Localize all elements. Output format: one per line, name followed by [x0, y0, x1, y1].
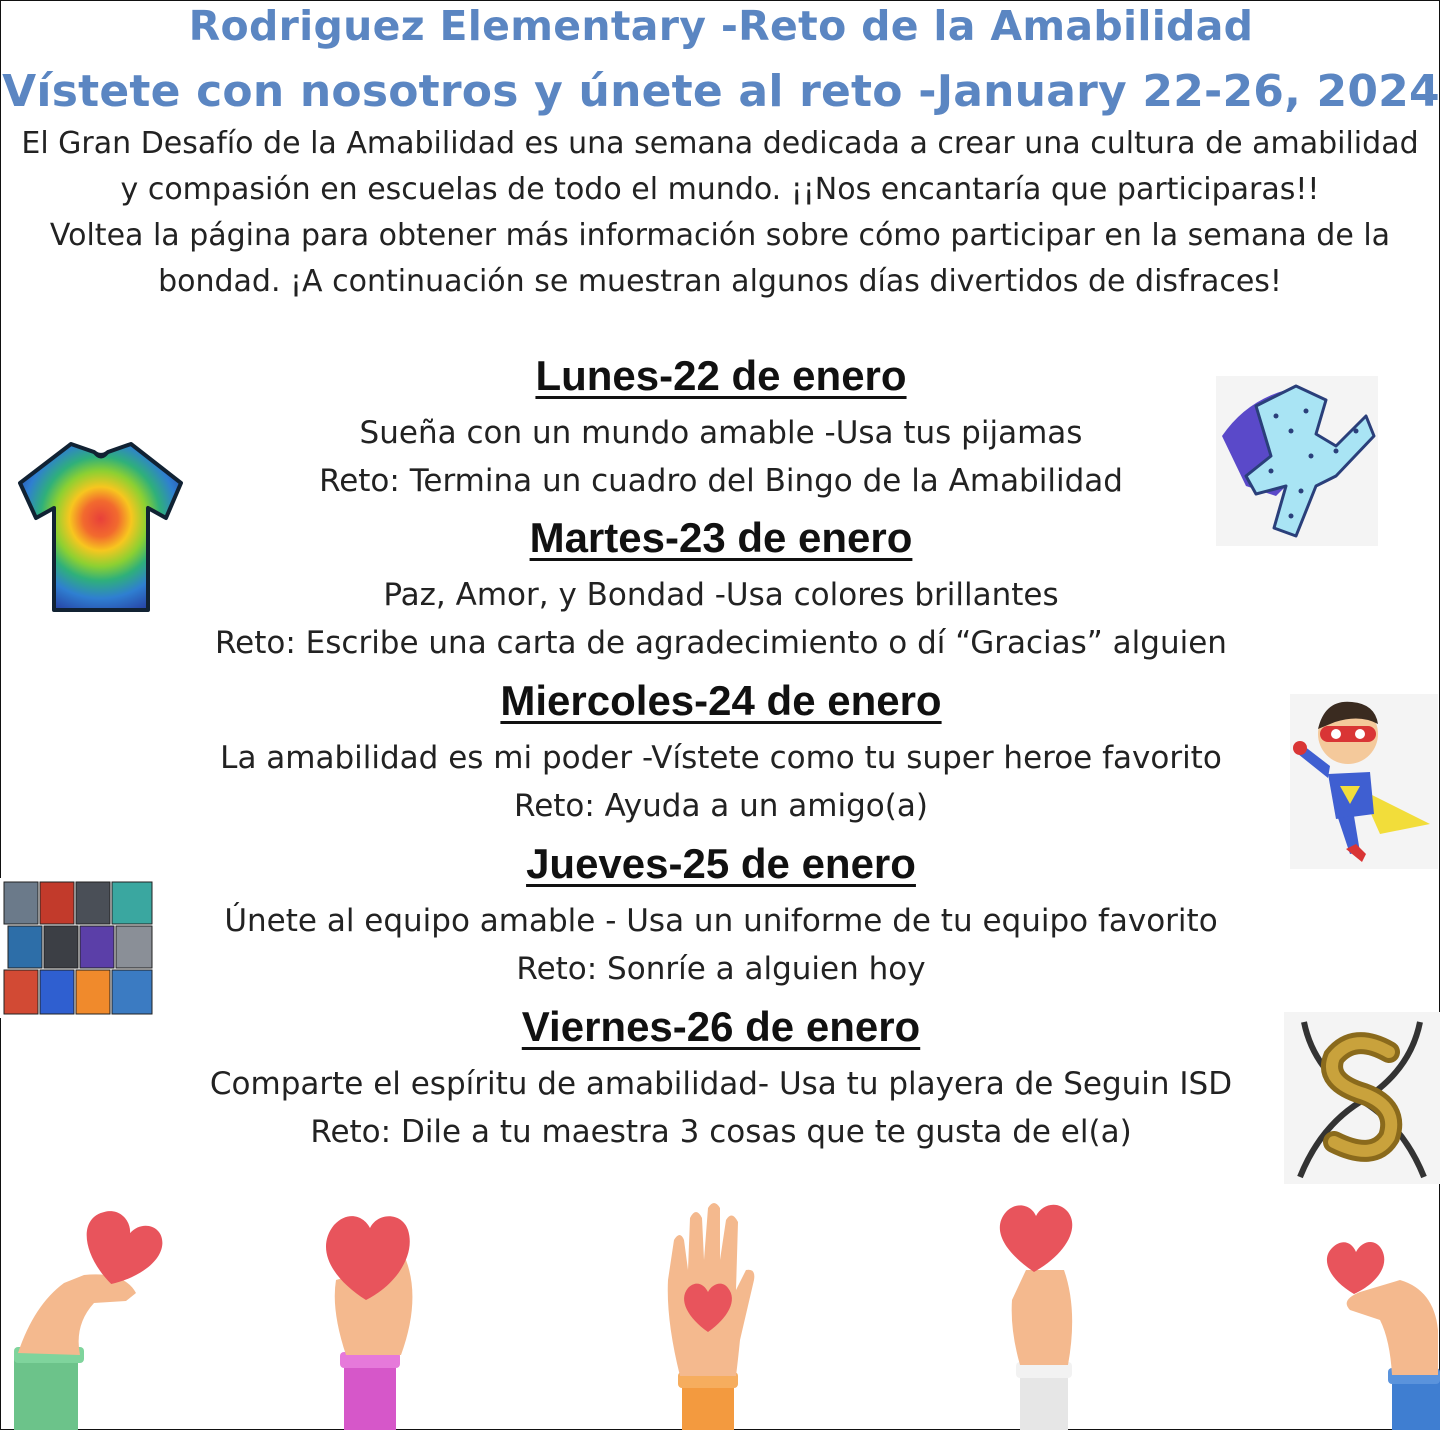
day-theme: Únete al equipo amable - Usa un uniforme de tu equipo favorito — [224, 903, 1218, 939]
superhero-icon — [1290, 694, 1438, 869]
day-wednesday — [0, 677, 1442, 830]
intro-paragraph-1: El Gran Desafío de la Amabilidad es una semana dedicada a crear una cultura de amabilidad y compasión en escuelas de todo el mundo. ¡¡Nos encantaría que participaras!! — [21, 126, 1419, 207]
day-title: Miercoles-24 de enero — [500, 677, 942, 724]
day-challenge: Reto: Sonríe a alguien hoy — [516, 951, 926, 987]
day-challenge: Reto: Termina un cuadro del Bingo de la Amabilidad — [319, 463, 1123, 499]
day-challenge: Reto: Dile a tu maestra 3 cosas que te gusta de el(a) — [310, 1114, 1132, 1150]
day-title: Jueves-25 de enero — [526, 840, 916, 887]
intro-text — [20, 121, 1420, 305]
intro-paragraph-2: Voltea la página para obtener más información sobre cómo participar en la semana de la bondad. ¡A continuación se muestran algunos días divertidos de disfraces! — [49, 218, 1391, 299]
hand-heart-icon — [14, 1205, 164, 1430]
day-theme: Sueña con un mundo amable -Usa tus pijamas — [359, 415, 1083, 451]
day-title: Lunes-22 de enero — [535, 352, 907, 399]
day-friday — [0, 1003, 1442, 1156]
page-subtitle: Vístete con nosotros y únete al reto -January 22-26, 2024 — [2, 66, 1440, 117]
seguin-s-logo-icon — [1284, 1012, 1440, 1184]
pajamas-icon — [1216, 376, 1378, 546]
jerseys-icon — [0, 878, 160, 1018]
day-challenge: Reto: Ayuda a un amigo(a) — [514, 788, 928, 824]
day-title: Viernes-26 de enero — [521, 1003, 921, 1050]
day-theme: Comparte el espíritu de amabilidad- Usa tu playera de Seguin ISD — [209, 1066, 1233, 1102]
hand-heart-icon — [660, 1200, 760, 1430]
day-theme: Paz, Amor, y Bondad -Usa colores brillantes — [383, 577, 1059, 613]
day-theme: La amabilidad es mi poder -Vístete como tu super heroe favorito — [220, 740, 1222, 776]
page-title: Rodriguez Elementary -Reto de la Amabilidad — [188, 2, 1254, 50]
day-challenge: Reto: Escribe una carta de agradecimiento o dí “Gracias” alguien — [215, 625, 1227, 661]
hand-heart-icon — [306, 1200, 436, 1430]
hand-heart-icon — [1310, 1230, 1440, 1430]
tie-dye-shirt-icon — [16, 438, 186, 618]
day-title: Martes-23 de enero — [529, 514, 913, 561]
hand-heart-icon — [992, 1200, 1092, 1430]
day-thursday — [0, 840, 1442, 993]
